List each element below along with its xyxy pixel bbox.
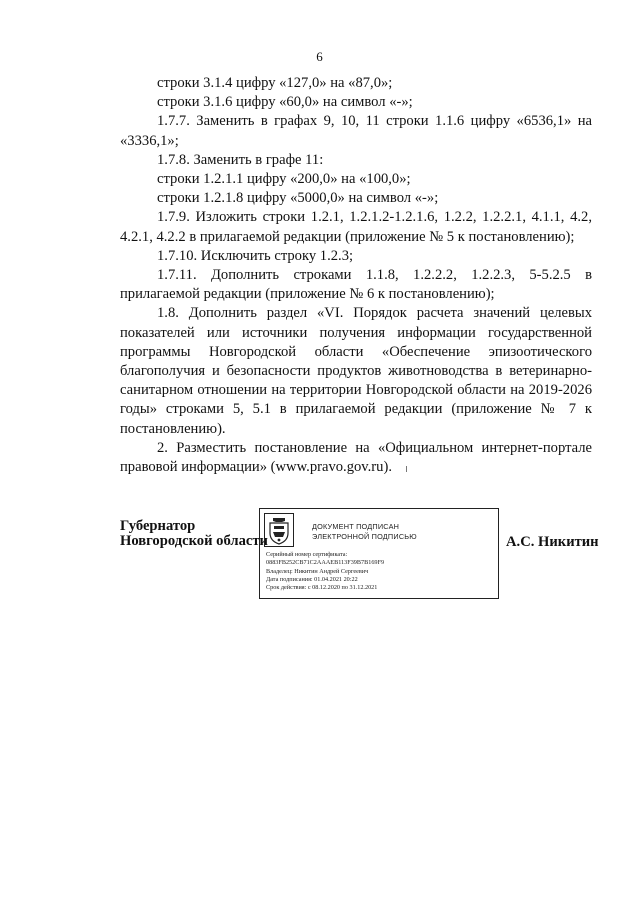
- signatory-position: [120, 519, 268, 549]
- stamp-title-line-2: ЭЛЕКТРОННОЙ ПОДПИСЬЮ: [312, 532, 417, 541]
- divider-mark: [406, 466, 407, 472]
- paragraph: 2. Разместить постановление на «Официальном интернет-портале правовой информации» (www.pravo.gov.ru).: [120, 439, 592, 476]
- paragraph: строки 1.2.1.1 цифру «200,0» на «100,0»;: [157, 171, 411, 188]
- position-line-1: Губернатор: [120, 518, 196, 534]
- paragraph: 1.7.9. Изложить строки 1.2.1, 1.2.1.2-1.2.1.6, 1.2.2, 1.2.2.1, 4.1.1, 4.2, 4.2.1, 4.2.2 в прилагаемой редакции (приложение № 5 к постановлению);: [120, 209, 592, 245]
- stamp-details: [266, 551, 384, 592]
- validity-period: Срок действия: с 08.12.2020 по 31.12.2021: [266, 584, 378, 592]
- signatory-name: А.С. Никитин: [506, 534, 599, 550]
- paragraph: 1.7.10. Исключить строку 1.2.3;: [157, 247, 354, 264]
- cert-number: 0883FB252CB71C2AAAEB113F39B7B169F9: [266, 559, 385, 567]
- coat-of-arms-icon: [264, 513, 294, 547]
- paragraph: строки 3.1.6 цифру «60,0» на символ «-»;: [157, 94, 413, 111]
- paragraph: строки 1.2.1.8 цифру «5000,0» на символ «-»;: [157, 190, 439, 207]
- paragraph: 1.7.11. Дополнить строками 1.1.8, 1.2.2.2, 1.2.2.3, 5-5.2.5 в прилагаемой редакции (приложение № 6 к постановлению);: [120, 267, 592, 303]
- paragraph: 1.7.7. Заменить в графах 9, 10, 11 строки 1.1.6 цифру «6536,1» на «3336,1»;: [120, 113, 592, 149]
- signed-date: Дата подписания: 01.04.2021 20:22: [266, 575, 358, 583]
- position-line-2: Новгородской области: [120, 533, 268, 549]
- paragraph: 1.7.8. Заменить в графе 11:: [157, 151, 324, 168]
- paragraph: 1.8. Дополнить раздел «VI. Порядок расчета значений целевых показателей или источники получения информации государственной программы Новгородской области «Обеспечение эпизоотического благополучия и безопасности продуктов животноводства в ветеринарно-санитарном отношении на территории Новгородской области на 2019-2026 годы» строками 5, 5.1 в прилагаемой редакции (приложение № 7 к постановлению).: [120, 305, 592, 437]
- cert-owner: Владелец: Никитин Андрей Сергеевич: [266, 567, 369, 575]
- stamp-title-line-1: ДОКУМЕНТ ПОДПИСАН: [312, 522, 400, 531]
- stamp-title: [312, 522, 417, 542]
- document-body: [120, 74, 592, 477]
- electronic-signature-stamp: [259, 508, 499, 599]
- page-number: 6: [316, 49, 323, 64]
- cert-label: Серийный номер сертификата:: [266, 551, 348, 558]
- paragraph: строки 3.1.4 цифру «127,0» на «87,0»;: [157, 75, 393, 91]
